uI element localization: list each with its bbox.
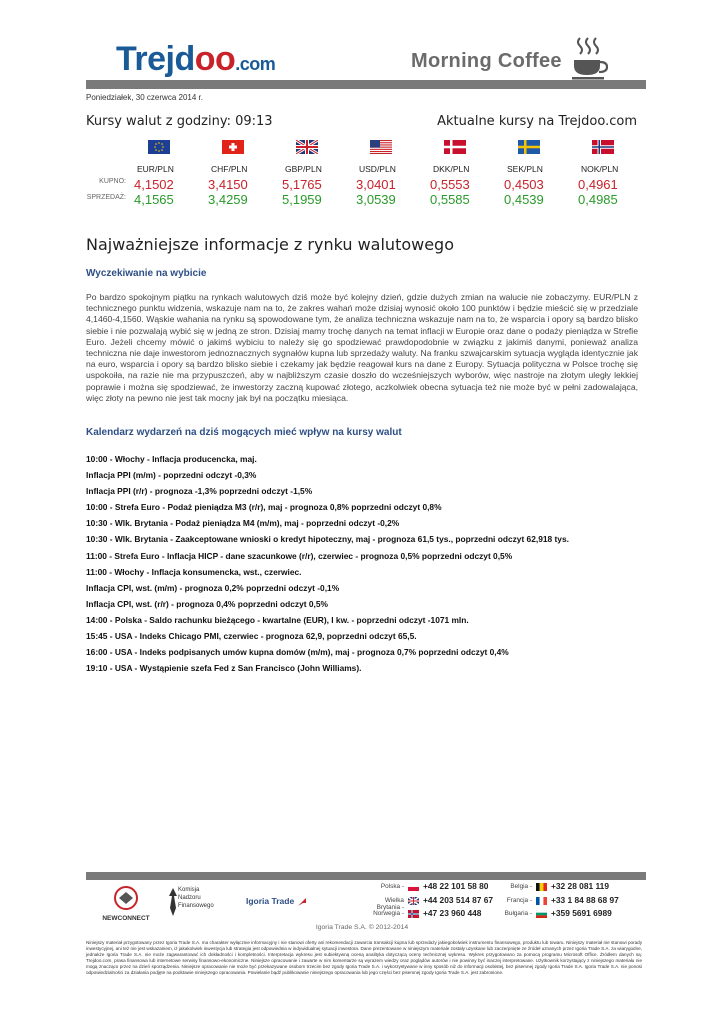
newconnect-logo: [86, 884, 166, 924]
contact-number[interactable]: +47 23 960 448: [423, 908, 482, 918]
list-item: 11:00 - Strefa Euro - Inflacja HICP - dane szacunkowe (r/r), czerwiec - prognoza 0,5% poprzedni odczyt 0,5%: [86, 550, 513, 561]
section1-text: Po bardzo spokojnym piątku na rynkach walutowych dziś może być kolejny dzień, gdzie dużych zmian na walucie nie zobaczymy. EUR/PLN z technicznego punktu widzenia, wskazuje nam na to, że zakres wahań może dzisiaj wynosić około 100 punktów i będzie mieścić się w przedziale 4,1460-4,1560. Wąskie wahania na rynku są spowodowane tym, że analiza techniczna wskazuje nam na to, że wsparcia i opory są bardzo blisko siebie i nie pozwalają wybić się w jedną ze stron. Dzisiaj mamy trochę danych na temat inflacji w Europie oraz dane o podaży pieniądza w Strefie Euro. Jeżeli chcemy mówić o jakimś wybiciu to należy się go spodziewać prawdopodobnie w związku z jakimiś danymi, ponieważ analiza techniczna nie daje inwestorom jednoznacznych sygnałów kupna lub sprzedaży waluty. Na franku szwajcarskim sytuacja wygląda identycznie jak na euro, wsparcia i opory są bardzo blisko siebie i czekamy jak będzie reagował kurs na dane z Europy. Sytuacja polityczna w Polsce trochę się uspokoiła, na razie nie ma przypuszczeń, aby w najbliższym czasie doszło do wcześniejszych wyborów, więc nastroje na złotym uległy lekkiej poprawie i można się spodziewać, że inwestorzy zaczną kupować złotego, aczkolwiek obecna sytuacja też nie może być w pełni zadowalająca, więc złoty na pewno nie jest tak mocny jak był na początku miesiąca.: [86, 292, 638, 403]
contact-country: Bułgaria -: [504, 910, 532, 917]
contact-list: [366, 881, 646, 922]
buy-rate: 0,4961: [578, 177, 618, 192]
list-item: 15:45 - USA - Indeks Chicago PMI, czerwiec - prognoza 62,9, poprzedni odczyt 65,5.: [86, 631, 417, 642]
list-item: 10:30 - Wlk. Brytania - Zaakceptowane wnioski o kredyt hipoteczny, maj - prognoza 61,5 tys., poprzedni odczyt 62,918 tys.: [86, 534, 569, 545]
contact-number[interactable]: +359 5691 6989: [551, 908, 612, 918]
us-flag-icon: [370, 140, 392, 154]
list-item: Inflacja PPI (r/r) - prognoza -1,3% poprzedni odczyt -1,5%: [86, 486, 313, 497]
igoria-arrow-icon: [297, 897, 307, 907]
contact-number[interactable]: +33 1 84 88 68 97: [551, 894, 619, 905]
list-item: 10:00 - Strefa Euro - Podaż pieniądza M3 (r/r), maj - prognoza 0,8% poprzedni odczyt 0,8%: [86, 502, 442, 513]
belgian-flag-icon: [536, 883, 547, 891]
swiss-flag-icon: [222, 140, 244, 154]
copyright: Igoria Trade S.A. © 2012-2014: [315, 924, 409, 931]
trejdoo-logo[interactable]: [116, 40, 275, 79]
uk-flag-icon: [408, 897, 419, 905]
sell-rate: 0,4539: [504, 192, 544, 207]
contact-number[interactable]: +48 22 101 58 80: [423, 881, 489, 891]
buy-rate: 4,1502: [134, 177, 174, 192]
list-item: 11:00 - Włochy - Inflacja konsumencka, wst., czerwiec.: [86, 566, 302, 577]
buy-label: KUPNO:: [99, 178, 126, 185]
contact-country: Francja -: [506, 896, 532, 904]
buy-rate: 0,4503: [504, 177, 544, 192]
rate-column-sek: [504, 140, 574, 207]
disclaimer-text: Niniejszy materiał przygotowany przez Igoria Trade S.A. ma charakter wyłącznie informacyjny i nie stanowi oferty ani rekomendacji zawarcia transakcji kupna lub sprzedaży jakiegokolwiek instrumentu finansowego, produktu lub towaru. Niniejszy materiał nie stanowi porady inwestycyjnej, ani też nie jest wskazaniem, iż jakakolwiek inwestycja lub strategia jest odpowiednia w indywidualnej sytuacji inwestora. Dane prezentowane w niniejszym materiale zostały uzyskane lub zaczerpnięte ze źródeł uznanych przez Igoria Trade S.A. za wiarygodne, jednakże Igoria Trade S.A. nie może zagwarantować ich dokładności i kompletności. Interpretacja wykresu jest subiektywną oceną analityka dotyczącą oceny technicznej wykresu. Wykres przygotowano za pomocą programu Microsoft Office. Źródłem danych są: Trejdoo.com, prasa finansowa lub internetowe serwisy finansowo-ekonomiczne. Niniejsze opracowanie i zawarte w nim komentarze są wyrazem wiedzy oraz poglądów autorów i nie powinny być inaczej interpretowane. Użytkownik korzystający z niniejszego materiału nie mogą znacząco przez na dzień sporządzenia. Niniejsze opracowanie nie może być przekazywane osobom trzecim bez zgody Igoria Trade S.A. i wykorzystywane w inny sposób niż do informacji osobistej, bez pisemnej zgody Igoria Trade S.A. Igoria Trade S.A. nie ponosi odpowiedzialności za działania podjęte na podstawie niniejszego opracowania. Powielanie bądź publikowanie niniejszego opracowania lub jego części bez pisemnej zgody Igoria Trade S.A. jest zabronione.: [86, 940, 642, 976]
contact-row: [366, 895, 646, 909]
buy-rate: 0,5553: [430, 177, 470, 192]
sell-rate: 4,1565: [134, 192, 174, 207]
pair-label: EUR/PLN: [137, 164, 174, 174]
newconnect-text: NEWCONNECT: [102, 915, 150, 922]
rate-column-eur: [134, 140, 204, 207]
sell-label: SPRZEDAŻ:: [86, 194, 126, 201]
contact-country: Wielka Brytania -: [376, 896, 404, 911]
section1-title: Wyczekiwanie na wybicie: [86, 268, 207, 279]
rate-column-chf: [208, 140, 278, 207]
pair-label: NOK/PLN: [581, 164, 619, 174]
section-heading: Najważniejsze informacje z rynku walutowego: [86, 235, 454, 254]
rates-title: Kursy walut z godziny: 09:13: [86, 114, 273, 129]
events-list: [86, 451, 646, 676]
contact-country: Belgia -: [510, 883, 532, 890]
polish-flag-icon: [408, 883, 419, 891]
buy-rate: 3,4150: [208, 177, 248, 192]
buy-rate: 5,1765: [282, 177, 322, 192]
pair-label: GBP/PLN: [285, 164, 322, 174]
igoria-logo: [246, 896, 307, 907]
contact-country: Norwegia -: [373, 910, 404, 917]
uk-flag-icon: [296, 140, 318, 154]
list-item: 19:10 - USA - Wystąpienie szefa Fed z San Francisco (John Williams).: [86, 663, 362, 674]
list-item: Inflacja CPI, wst. (r/r) - prognoza 0,4% poprzedni odczyt 0,5%: [86, 598, 328, 609]
coffee-cup-icon: [570, 36, 608, 80]
pair-label: CHF/PLN: [211, 164, 248, 174]
logo-oo: oo: [194, 40, 236, 78]
norwegian-flag-icon: [408, 910, 419, 918]
list-item: Inflacja PPI (m/m) - poprzedni odczyt -0,3%: [86, 470, 257, 481]
trejdoo-rates-link[interactable]: Aktualne kursy na Trejdoo.com: [437, 114, 637, 129]
page-title: Morning Coffee: [411, 50, 562, 72]
igoria-text: Igoria Trade: [246, 896, 295, 906]
french-flag-icon: [536, 897, 547, 905]
rate-column-dkk: [430, 140, 500, 207]
footer-divider: [86, 872, 646, 880]
list-item: Inflacja CPI, wst. (m/m) - prognoza 0,2% poprzedni odczyt -0,1%: [86, 582, 340, 593]
buy-rate: 3,0401: [356, 177, 396, 192]
contact-number[interactable]: +32 28 081 119: [551, 881, 609, 891]
bulgarian-flag-icon: [536, 910, 547, 918]
sell-rate: 3,4259: [208, 192, 248, 207]
eu-flag-icon: [148, 140, 170, 154]
list-item: 10:30 - Wlk. Brytania - Podaż pieniądza M4 (m/m), maj - poprzedni odczyt -0,2%: [86, 518, 400, 529]
knf-line-1: Komisja: [178, 887, 200, 893]
rate-column-nok: [578, 140, 648, 207]
report-date: Poniedziałek, 30 czerwca 2014 r.: [86, 93, 203, 102]
section2-title: Kalendarz wydarzeń na dziś mogących mieć wpływ na kursy walut: [86, 427, 402, 438]
contact-number[interactable]: +44 203 514 87 67: [423, 894, 494, 905]
sell-rate: 5,1959: [282, 192, 322, 207]
knf-line-3: Finansowego: [178, 903, 214, 909]
sell-rate: 0,4985: [578, 192, 618, 207]
danish-flag-icon: [444, 140, 466, 154]
header-divider: [86, 80, 646, 89]
contact-row: [366, 908, 646, 922]
sell-rate: 3,0539: [356, 192, 396, 207]
footer-logos: [86, 884, 366, 924]
pair-label: USD/PLN: [359, 164, 396, 174]
logo-main: Trejd: [116, 40, 195, 78]
pair-label: DKK/PLN: [433, 164, 470, 174]
rate-column-gbp: [282, 140, 352, 207]
rate-column-usd: [356, 140, 426, 207]
logo-com: .com: [235, 54, 276, 74]
swedish-flag-icon: [518, 140, 540, 154]
knf-line-2: Nadzoru: [178, 895, 201, 901]
norwegian-flag-icon: [592, 140, 614, 154]
sell-rate: 0,5585: [430, 192, 470, 207]
list-item: 10:00 - Włochy - Inflacja producencka, maj.: [86, 454, 257, 464]
contact-row: [366, 881, 646, 895]
rates-table: [86, 140, 646, 212]
list-item: 16:00 - USA - Indeks podpisanych umów kupna domów (m/m), maj - prognoza 0,7% poprzedni odczyt 0,4%: [86, 647, 509, 658]
contact-country: Polska -: [380, 883, 404, 890]
pair-label: SEK/PLN: [507, 164, 543, 174]
list-item: 14:00 - Polska - Saldo rachunku bieżącego - kwartalne (EUR), I kw. - poprzedni odczyt -1071 mln.: [86, 614, 469, 625]
knf-eagle-icon: [168, 888, 178, 916]
knf-logo: [178, 886, 214, 910]
